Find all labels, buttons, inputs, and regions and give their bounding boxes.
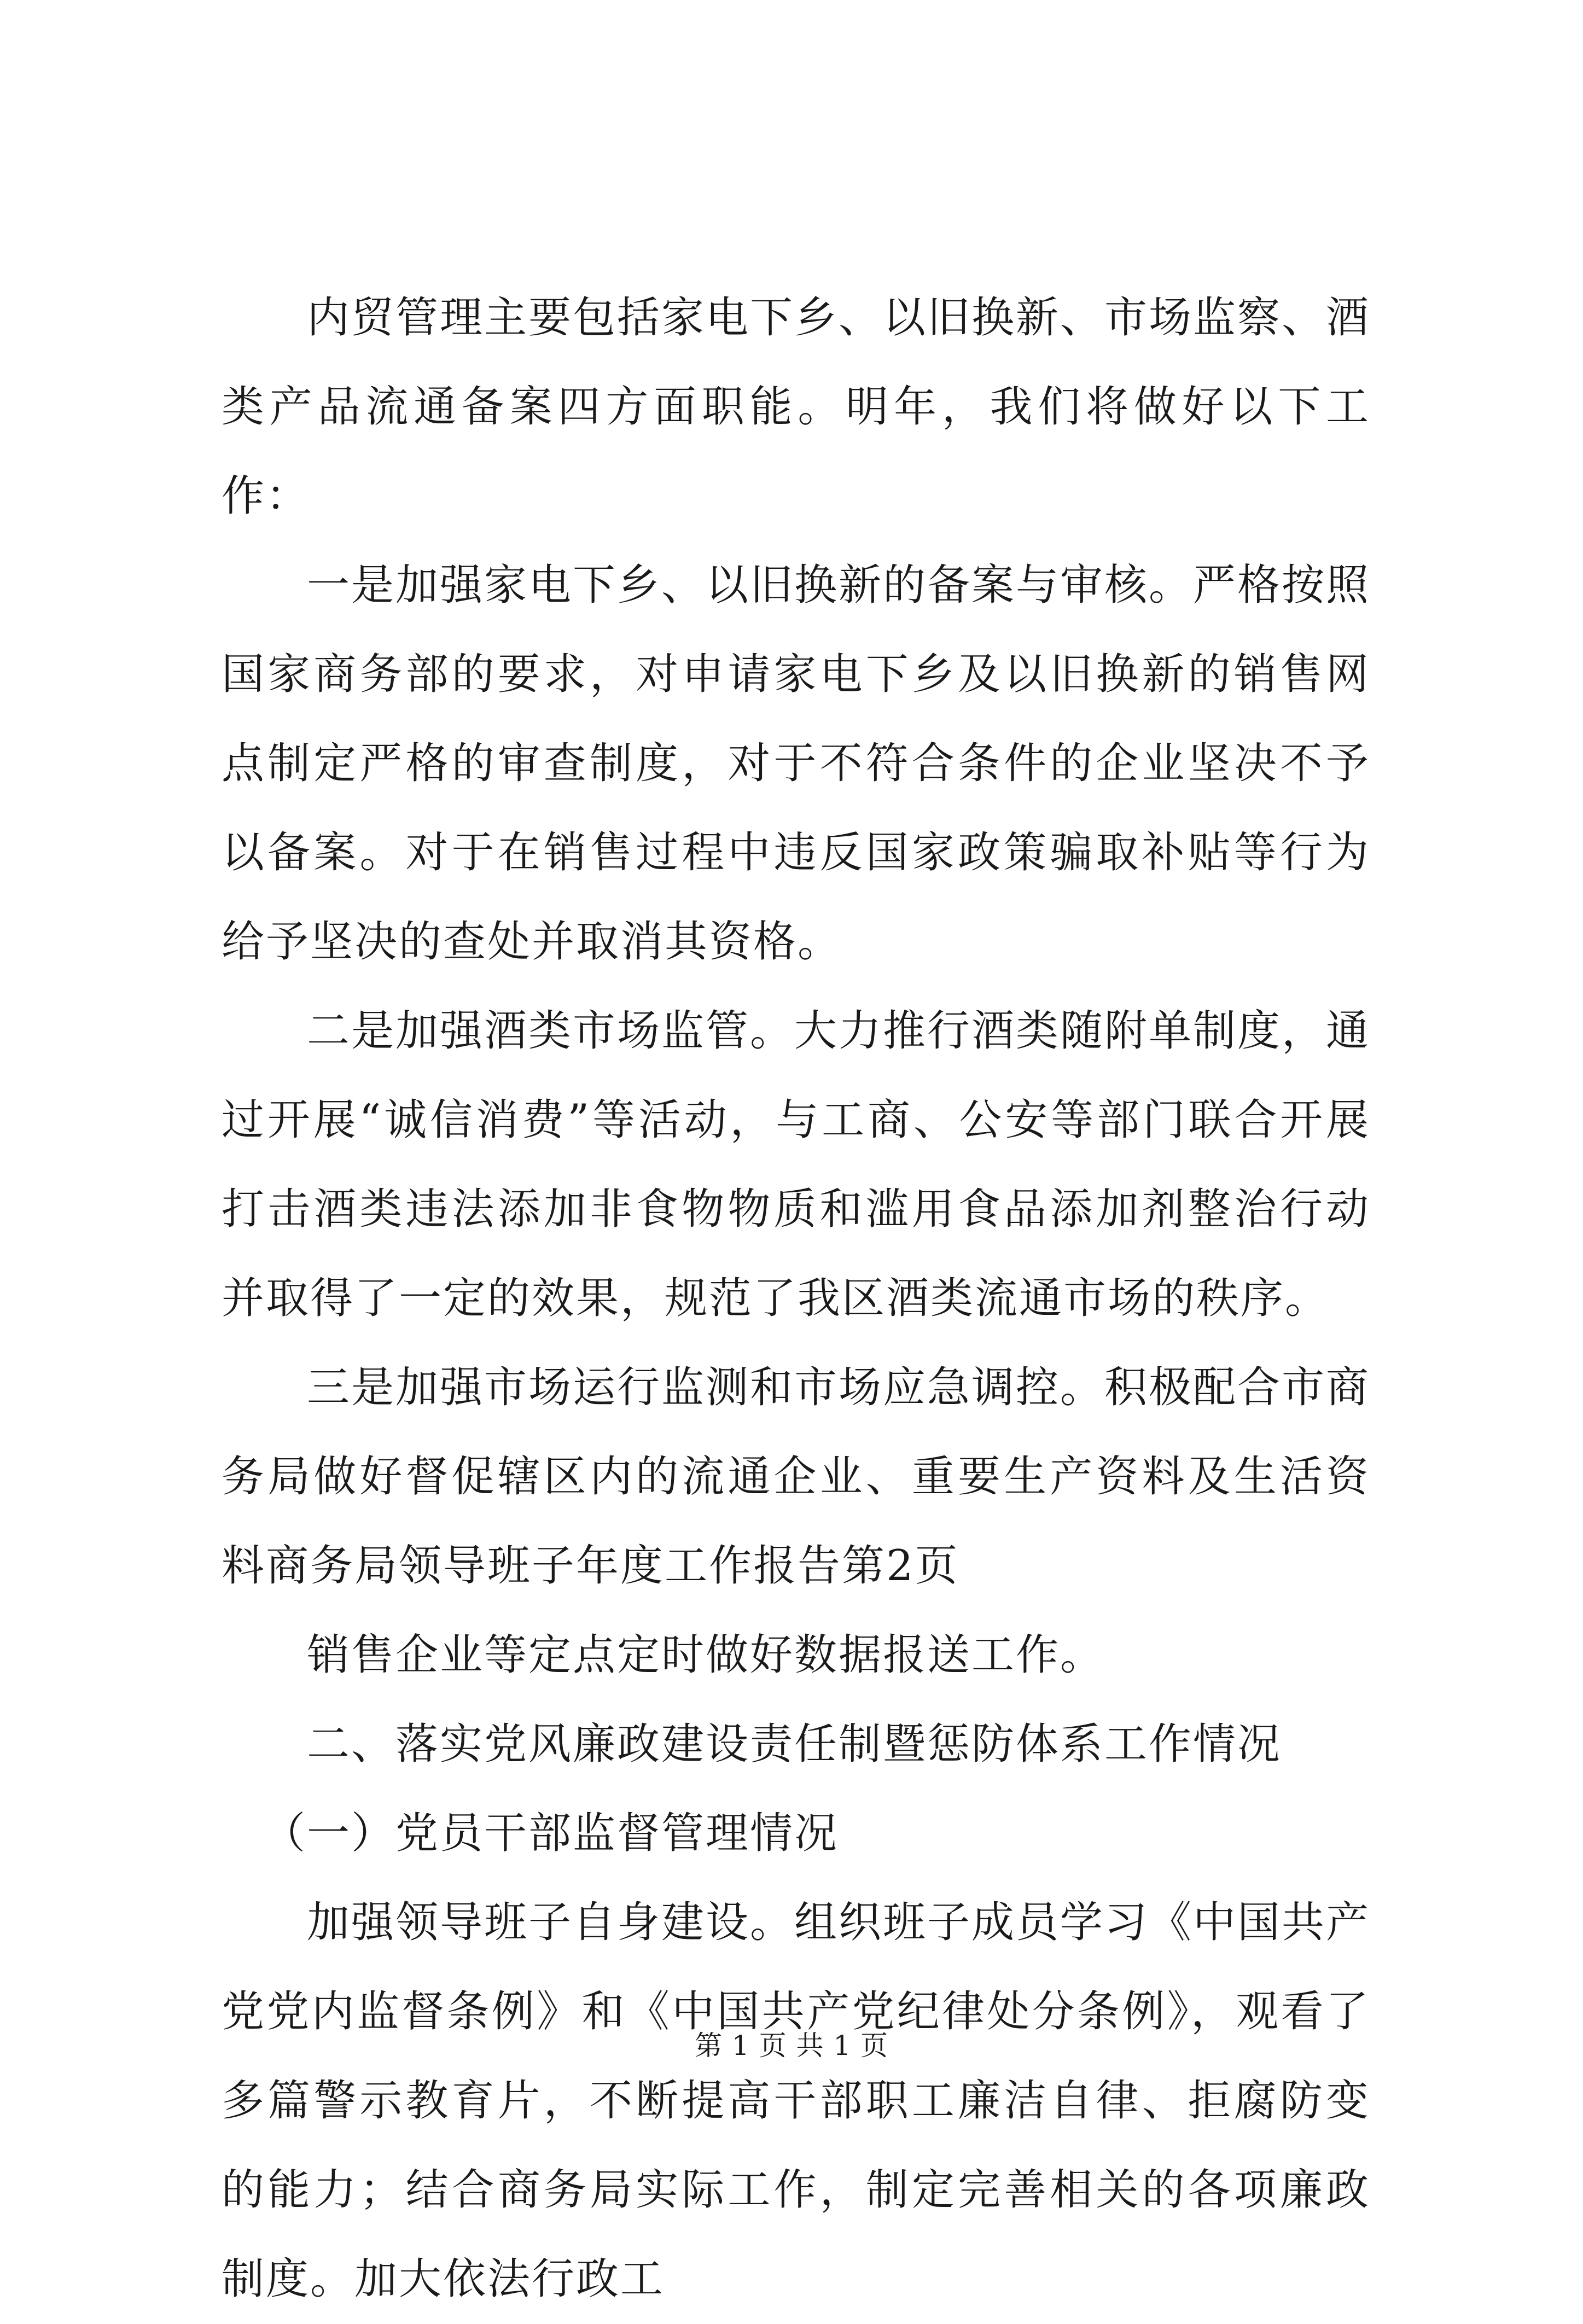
- paragraph-data-reporting: 销售企业等定点定时做好数据报送工作。: [307, 1630, 1105, 1680]
- paragraph-domestic-trade-intro: 内贸管理主要包括家电下乡、以旧换新、市场监察、酒类产品流通备案四方面职能。明年，我们将做好以下工作：: [222, 293, 1371, 521]
- document-body: [222, 273, 1370, 2324]
- page-footer: 第 1 页 共 1 页: [694, 2030, 889, 2061]
- subsection-heading-supervision: （一）党员干部监督管理情况: [263, 1809, 839, 1858]
- paragraph-market-monitoring: 三是加强市场运行监测和市场应急调控。积极配合市商务局做好督促辖区内的流通企业、重要生产资料及生活资料商务局领导班子年度工作报告第2页: [222, 1363, 1371, 1591]
- paragraph-appliance-filing: 一是加强家电下乡、以旧换新的备案与审核。严格按照国家商务部的要求，对申请家电下乡及以旧换新的销售网点制定严格的审查制度，对于不符合条件的企业坚决不予以备案。对于在销售过程中违反国家政策骗取补贴等行为给予坚决的查处并取消其资格。: [222, 561, 1371, 966]
- paragraph-leadership-building: 加强领导班子自身建设。组织班子成员学习《中国共产党党内监督条例》和《中国共产党纪律处分条例》，观看了多篇警示教育片，不断提高干部职工廉洁自律、拒腐防变的能力；结合商务局实际工作，制定完善相关的各项廉政制度。加大依法行政工: [222, 1898, 1371, 2304]
- section-heading-anti-corruption: 二、落实党风廉政建设责任制暨惩防体系工作情况: [307, 1720, 1282, 1769]
- paragraph-liquor-supervision: 二是加强酒类市场监管。大力推行酒类随附单制度，通过开展“诚信消费”等活动，与工商、公安等部门联合开展打击酒类违法添加非食物物质和滥用食品添加剂整治行动并取得了一定的效果，规范了我区酒类流通市场的秩序。: [222, 1006, 1371, 1323]
